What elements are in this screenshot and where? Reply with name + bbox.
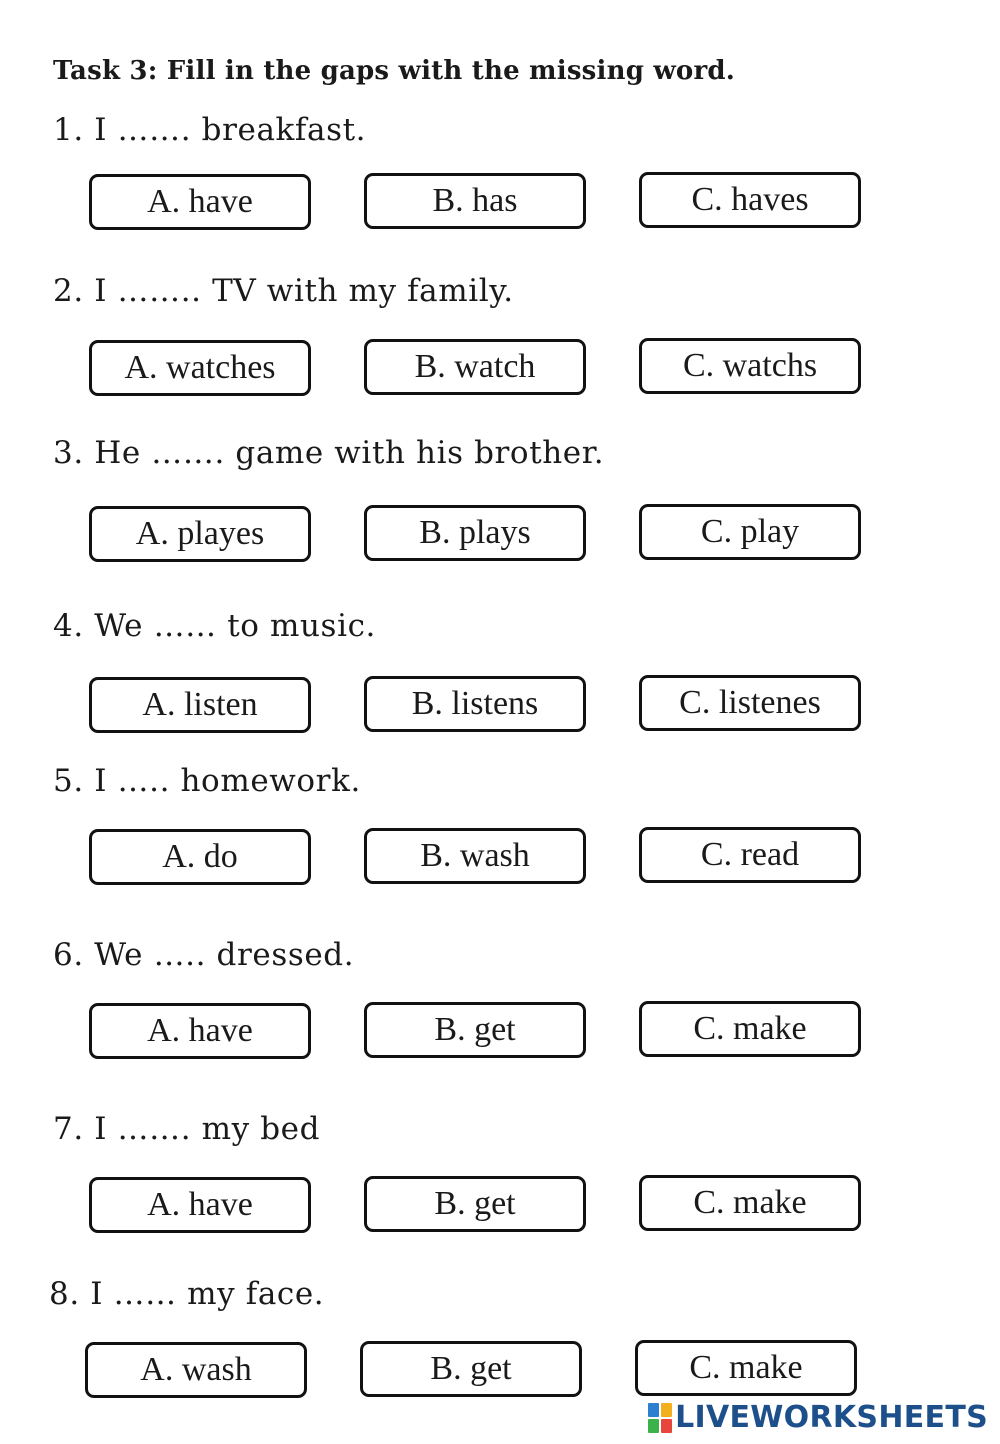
liveworksheets-name: LIVEWORKSHEETS xyxy=(675,1400,988,1435)
question-5-option-b[interactable]: B. wash xyxy=(364,828,586,884)
question-8-option-c[interactable]: C. make xyxy=(635,1340,857,1396)
question-5-text: 5. I ….. homework. xyxy=(53,763,361,799)
question-3-option-a[interactable]: A. playes xyxy=(89,506,311,562)
question-8-option-b[interactable]: B. get xyxy=(360,1341,582,1397)
question-7-text: 7. I ……. my bed xyxy=(53,1111,321,1147)
question-6-option-b[interactable]: B. get xyxy=(364,1002,586,1058)
question-6-option-c[interactable]: C. make xyxy=(639,1001,861,1057)
task-title: Task 3: Fill in the gaps with the missing word. xyxy=(53,56,735,86)
liveworksheets-brand xyxy=(648,1400,988,1435)
question-8-option-a[interactable]: A. wash xyxy=(85,1342,307,1398)
question-1-text: 1. I ……. breakfast. xyxy=(53,112,367,148)
question-2-text: 2. I …….. TV with my family. xyxy=(53,273,514,309)
question-2-option-b[interactable]: B. watch xyxy=(364,339,586,395)
question-4-option-b[interactable]: B. listens xyxy=(364,676,586,732)
question-3-text: 3. He ……. game with his brother. xyxy=(53,435,605,471)
question-8-text: 8. I …… my face. xyxy=(49,1276,325,1312)
liveworksheets-logo-icon xyxy=(648,1403,672,1433)
question-4-option-c[interactable]: C. listenes xyxy=(639,675,861,731)
question-3-option-b[interactable]: B. plays xyxy=(364,505,586,561)
question-1-option-c[interactable]: C. haves xyxy=(639,172,861,228)
question-2-option-a[interactable]: A. watches xyxy=(89,340,311,396)
question-7-option-c[interactable]: C. make xyxy=(639,1175,861,1231)
question-6-option-a[interactable]: A. have xyxy=(89,1003,311,1059)
question-5-option-c[interactable]: C. read xyxy=(639,827,861,883)
question-4-text: 4. We …… to music. xyxy=(53,608,376,644)
question-1-option-a[interactable]: A. have xyxy=(89,174,311,230)
question-4-option-a[interactable]: A. listen xyxy=(89,677,311,733)
question-7-option-a[interactable]: A. have xyxy=(89,1177,311,1233)
question-2-option-c[interactable]: C. watchs xyxy=(639,338,861,394)
question-5-option-a[interactable]: A. do xyxy=(89,829,311,885)
question-7-option-b[interactable]: B. get xyxy=(364,1176,586,1232)
question-3-option-c[interactable]: C. play xyxy=(639,504,861,560)
question-6-text: 6. We ….. dressed. xyxy=(53,937,355,973)
question-1-option-b[interactable]: B. has xyxy=(364,173,586,229)
